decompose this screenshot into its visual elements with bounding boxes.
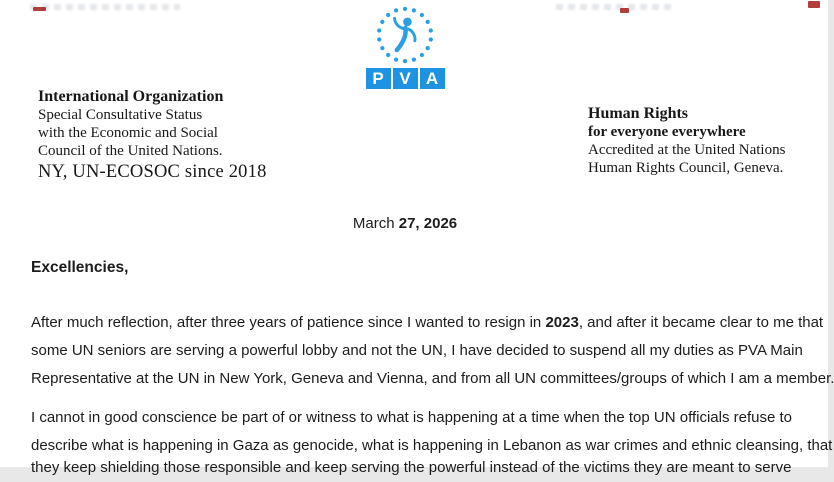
salutation: Excellencies,	[31, 259, 129, 276]
logo-letter-tile: P	[366, 68, 391, 89]
body-line: Representative at the UN in New York, Geneva and Vienna, and from all UN committees/groups of which I am a member.	[31, 370, 834, 387]
body-line: some UN seniors are serving a powerful lobby and not the UN, I have decided to suspend all my duties as PVA Main	[31, 342, 803, 359]
date-month: March	[352, 215, 395, 232]
body-line: describe what is happening in Gaza as genocide, what is happening in Lebanon as war crimes and ethnic cleansing, that	[31, 437, 833, 454]
body-paragraph-1	[31, 309, 834, 393]
org-status-line: Council of the United Nations.	[38, 143, 223, 159]
body-line: I cannot in good conscience be part of or witness to what is happening at a time when the top UN officials refuse to	[31, 409, 793, 426]
body-text-bold: 2023	[545, 314, 579, 331]
body-text: After much reflection, after three years of patience since I wanted to resign in	[31, 314, 546, 331]
body-paragraph-2	[31, 404, 833, 482]
body-line-partial: they keep shielding those responsible and keep serving the powerful instead of the victims they are meant to serve	[31, 459, 792, 476]
letterhead-left-block	[38, 88, 267, 181]
logo-acronym	[366, 68, 445, 89]
date-day-year: 27, 2026	[398, 215, 458, 232]
accreditation-line: Accredited at the United Nations	[588, 142, 786, 158]
letter-date	[0, 215, 810, 232]
human-rights-tagline: for everyone everywhere	[588, 124, 746, 140]
accreditation-line: Human Rights Council, Geneva.	[588, 160, 784, 176]
body-text: , and after it became clear to me that	[578, 314, 824, 331]
logo-letter-tile: A	[420, 68, 445, 89]
org-ecosoc-line: NY, UN-ECOSOC since 2018	[38, 162, 267, 182]
dotted-circle-figure-icon	[374, 4, 436, 66]
letterhead-right-block	[588, 105, 785, 177]
org-logo	[0, 4, 810, 89]
org-status-line: Special Consultative Status	[38, 107, 203, 123]
human-rights-title: Human Rights	[588, 105, 689, 122]
org-status-line: with the Economic and Social	[38, 125, 218, 141]
org-status-title: International Organization	[38, 88, 224, 105]
logo-letter-tile: V	[393, 68, 418, 89]
body-line	[31, 309, 824, 337]
